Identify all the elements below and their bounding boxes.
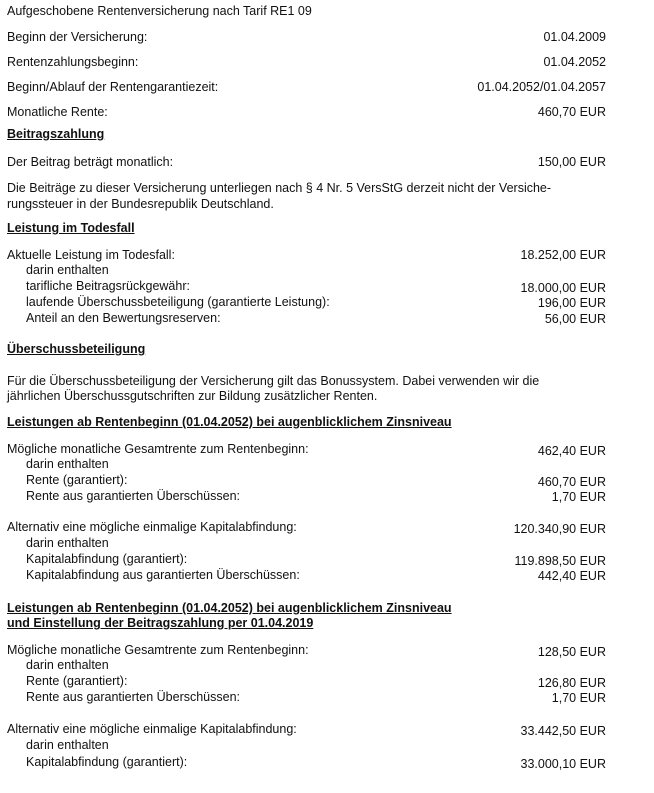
todesfall-darin-enthalten: darin enthalten: [26, 263, 109, 277]
leistungen2-kapital-gar-label: Kapitalabfindung (garantiert):: [26, 755, 188, 769]
leistungen1-gesamtrente-value: 462,40 EUR: [537, 444, 606, 458]
beitrag-label: Der Beitrag beträgt monatlich:: [7, 155, 174, 169]
leistungen1-rente-ueb-value: 1,70 EUR: [551, 490, 606, 504]
leistungen1-darin-enthalten: darin enthalten: [26, 457, 109, 471]
todesfall-heading: Leistung im Todesfall: [7, 221, 135, 235]
garantiezeit-label: Beginn/Ablauf der Rentengarantiezeit:: [7, 80, 219, 94]
todesfall-anteil-label: Anteil an den Bewertungsreserven:: [26, 311, 221, 325]
beitrag-value: 150,00 EUR: [537, 155, 606, 169]
monatliche-rente-label: Monatliche Rente:: [7, 105, 108, 119]
todesfall-aktuelle-value: 18.252,00 EUR: [520, 248, 606, 262]
rentenzahlungsbeginn-value: 01.04.2052: [543, 55, 606, 69]
beitragszahlung-heading: Beitragszahlung: [7, 127, 105, 141]
leistungen2-darin-enthalten: darin enthalten: [26, 658, 109, 672]
todesfall-beitrag-value: 18.000,00 EUR: [520, 281, 606, 295]
ueberschuss-text-line2: jährlichen Überschussgutschriften zur Bildung zusätzlicher Renten.: [7, 389, 378, 403]
beginn-value: 01.04.2009: [543, 30, 606, 44]
leistungen2-gesamtrente-label: Mögliche monatliche Gesamtrente zum Rentenbeginn:: [7, 643, 309, 657]
document-title: Aufgeschobene Rentenversicherung nach Tarif RE1 09: [7, 4, 312, 18]
beginn-label: Beginn der Versicherung:: [7, 30, 148, 44]
leistungen1-rente-ueb-label: Rente aus garantierten Überschüssen:: [26, 489, 241, 503]
leistungen2-rente-value: 126,80 EUR: [537, 676, 606, 690]
rentenzahlungsbeginn-label: Rentenzahlungsbeginn:: [7, 55, 139, 69]
leistungen1-kapital-value: 120.340,90 EUR: [513, 522, 606, 536]
leistungen2-heading-line2: und Einstellung der Beitragszahlung per 01.04.2019: [7, 616, 314, 630]
monatliche-rente-value: 460,70 EUR: [537, 105, 606, 119]
leistungen1-kapital-label: Alternativ eine mögliche einmalige Kapitalabfindung:: [7, 520, 297, 534]
todesfall-ueberschuss-label: laufende Überschussbeteiligung (garantierte Leistung):: [26, 295, 330, 309]
beitrag-note-line1: Die Beiträge zu dieser Versicherung unterliegen nach § 4 Nr. 5 VersStG derzeit nicht der Versiche-: [7, 181, 552, 195]
ueberschuss-text-line1: Für die Überschussbeteiligung der Versicherung gilt das Bonussystem. Dabei verwenden wir die: [7, 374, 540, 388]
leistungen1-darin-enthalten-2: darin enthalten: [26, 536, 109, 550]
leistungen2-rente-label: Rente (garantiert):: [26, 674, 128, 688]
leistungen1-rente-value: 460,70 EUR: [537, 475, 606, 489]
leistungen1-heading: Leistungen ab Rentenbeginn (01.04.2052) bei augenblicklichem Zinsniveau: [7, 415, 452, 429]
leistungen2-rente-ueb-label: Rente aus garantierten Überschüssen:: [26, 690, 241, 704]
leistungen1-kapital-ueb-label: Kapitalabfindung aus garantierten Überschüssen:: [26, 568, 300, 582]
leistungen2-kapital-value: 33.442,50 EUR: [520, 724, 606, 738]
leistungen1-gesamtrente-label: Mögliche monatliche Gesamtrente zum Rentenbeginn:: [7, 442, 309, 456]
todesfall-beitrag-label: tarifliche Beitragsrückgewähr:: [26, 279, 190, 293]
beitrag-note-line2: rungssteuer in der Bundesrepublik Deutschland.: [7, 197, 274, 211]
leistungen2-heading-line1: Leistungen ab Rentenbeginn (01.04.2052) bei augenblicklichem Zinsniveau: [7, 601, 452, 615]
leistungen2-rente-ueb-value: 1,70 EUR: [551, 691, 606, 705]
leistungen1-kapital-gar-label: Kapitalabfindung (garantiert):: [26, 552, 188, 566]
garantiezeit-value: 01.04.2052/01.04.2057: [477, 80, 606, 94]
todesfall-ueberschuss-value: 196,00 EUR: [537, 296, 606, 310]
todesfall-anteil-value: 56,00 EUR: [544, 312, 606, 326]
ueberschuss-heading: Überschussbeteiligung: [7, 342, 146, 356]
leistungen2-kapital-gar-value: 33.000,10 EUR: [520, 757, 606, 771]
leistungen1-kapital-gar-value: 119.898,50 EUR: [514, 554, 606, 568]
leistungen2-darin-enthalten-2: darin enthalten: [26, 738, 109, 752]
leistungen1-kapital-ueb-value: 442,40 EUR: [537, 569, 606, 583]
leistungen2-gesamtrente-value: 128,50 EUR: [537, 645, 606, 659]
leistungen2-kapital-label: Alternativ eine mögliche einmalige Kapitalabfindung:: [7, 722, 297, 736]
todesfall-aktuelle-label: Aktuelle Leistung im Todesfall:: [7, 248, 175, 262]
leistungen1-rente-label: Rente (garantiert):: [26, 473, 128, 487]
